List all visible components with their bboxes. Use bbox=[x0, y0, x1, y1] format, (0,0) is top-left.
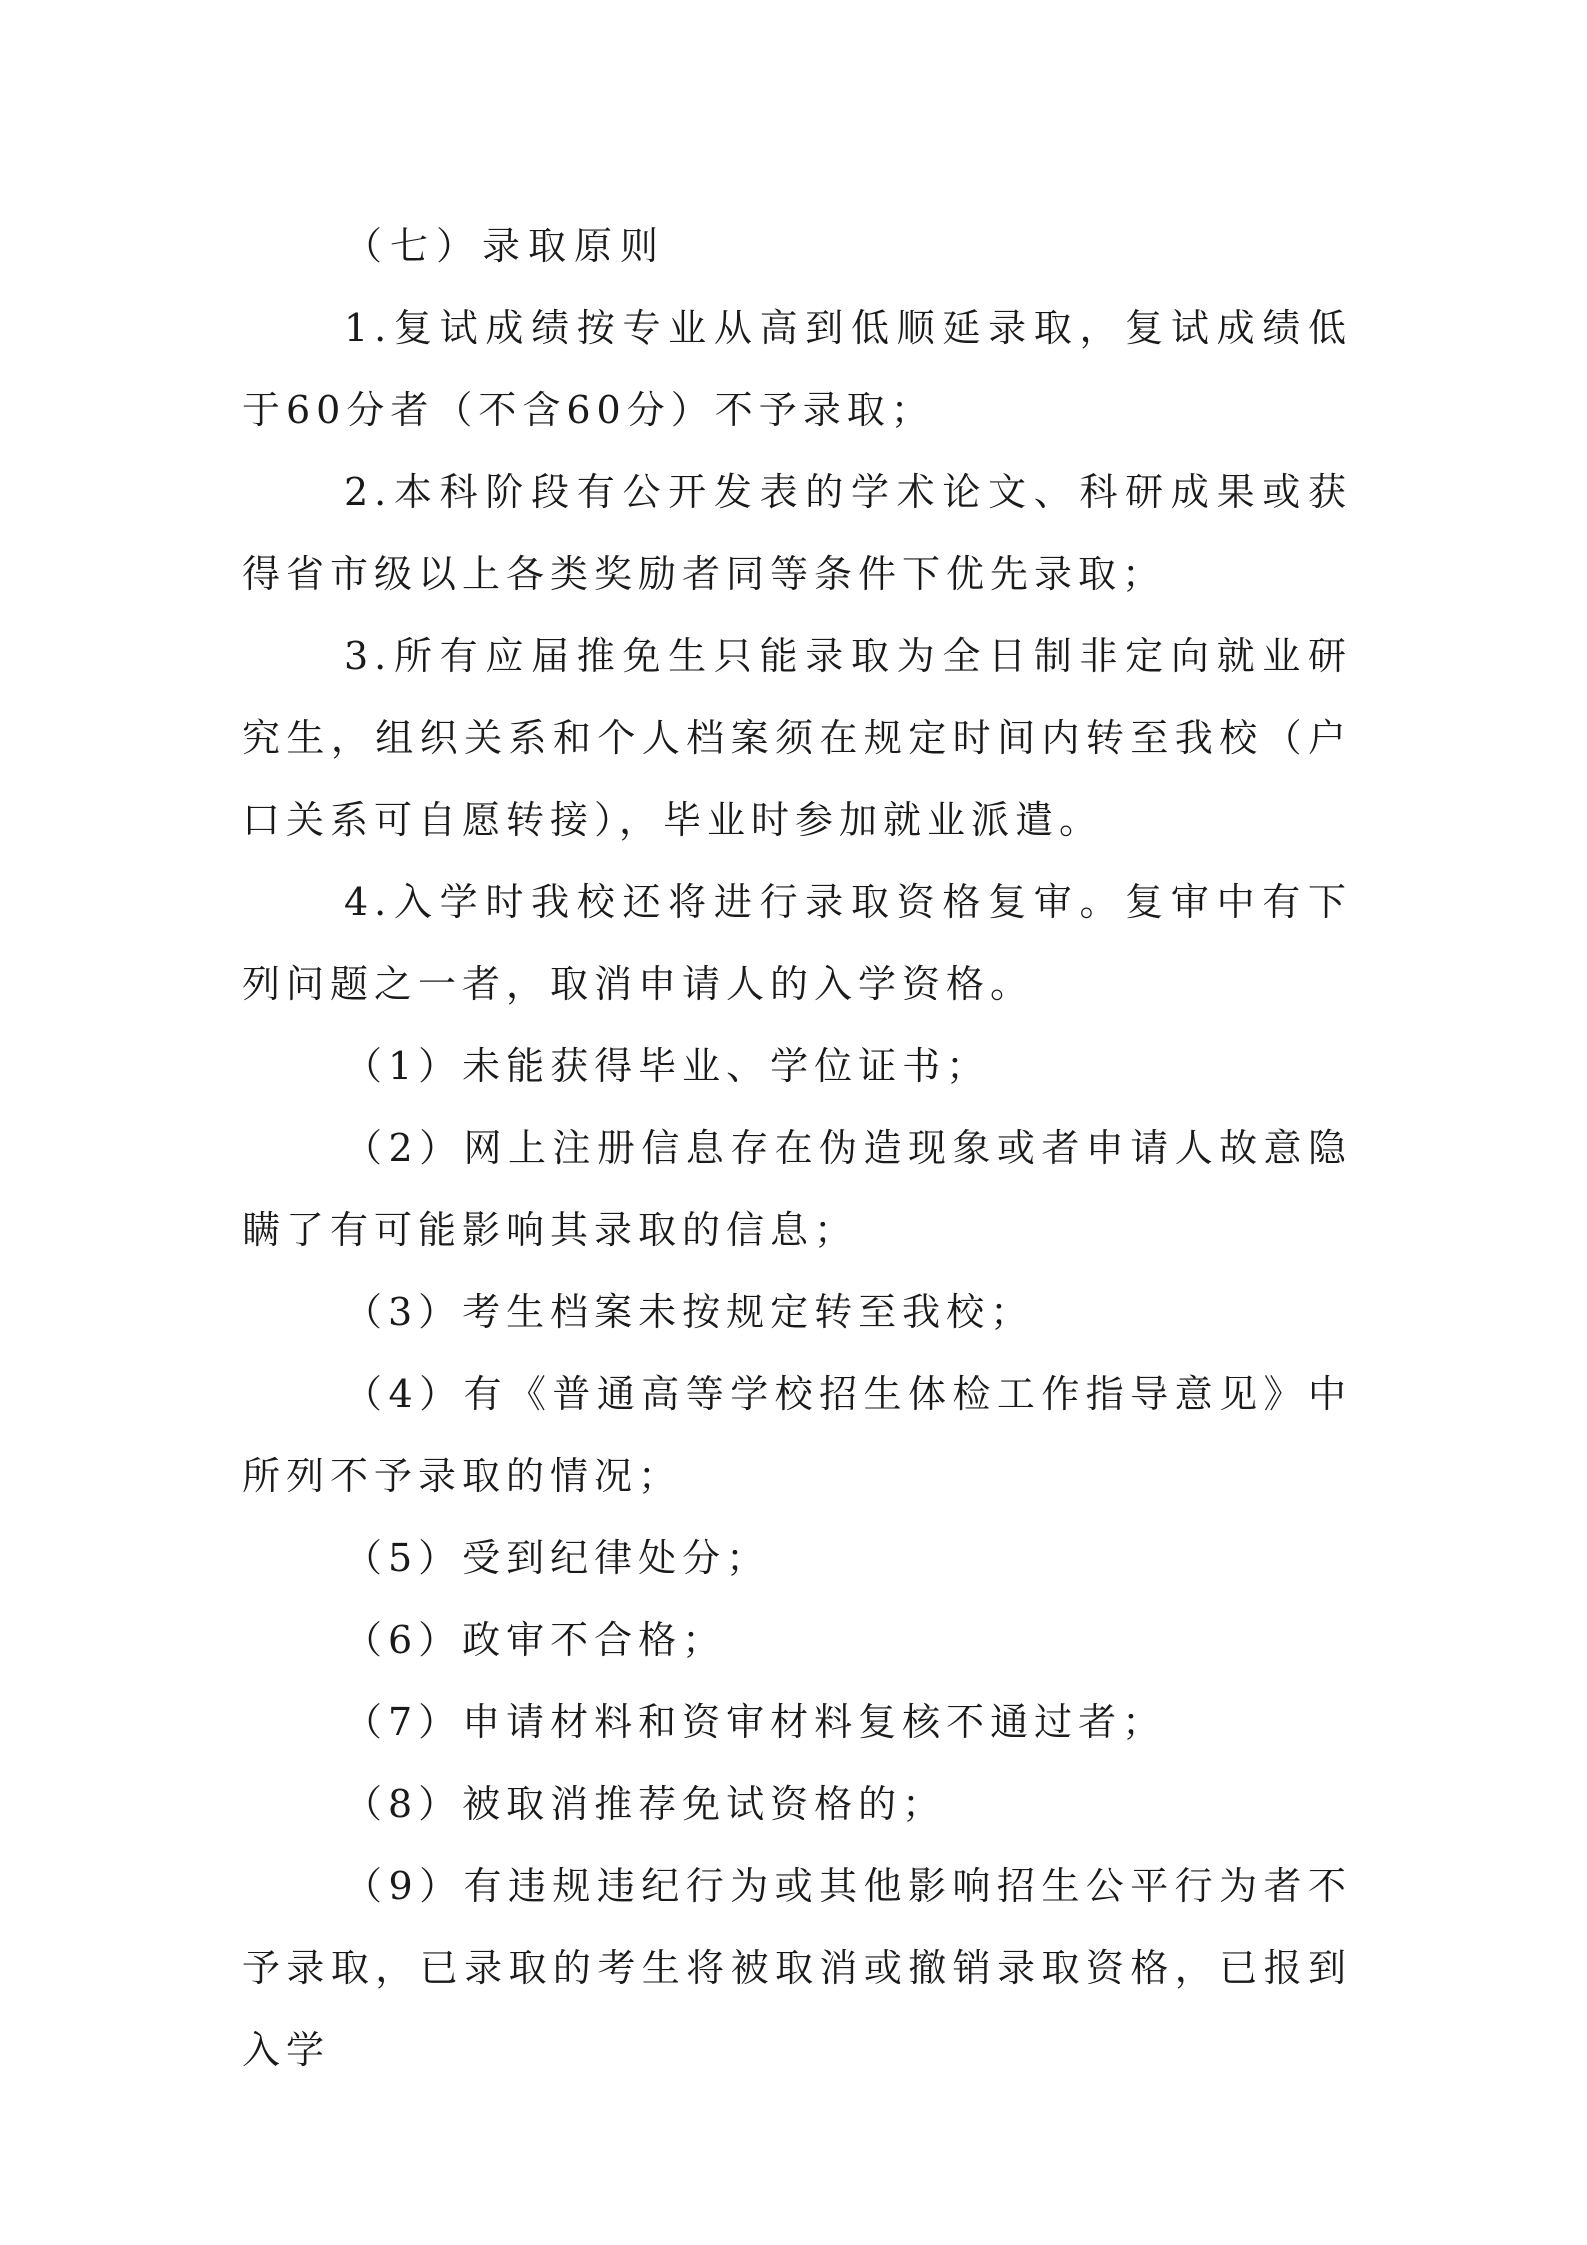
paragraph-rule-1: 1.复试成绩按专业从高到低顺延录取，复试成绩低于60分者（不含60分）不予录取； bbox=[242, 306, 1352, 432]
document-body bbox=[242, 205, 1352, 2091]
paragraph-rule-3: 3.所有应届推免生只能录取为全日制非定向就业研究生，组织关系和个人档案须在规定时间内转至我校（户口关系可自愿转接），毕业时参加就业派遣。 bbox=[242, 634, 1352, 842]
list-item-7: （7）申请材料和资审材料复核不通过者； bbox=[344, 1700, 1167, 1744]
list-item-3: （3）考生档案未按规定转至我校； bbox=[344, 1290, 1035, 1334]
list-item-6: （6）政审不合格； bbox=[344, 1618, 727, 1662]
list-item-2: （2）网上注册信息存在伪造现象或者申请人故意隐瞒了有可能影响其录取的信息； bbox=[242, 1126, 1352, 1252]
section-heading: （七）录取原则 bbox=[344, 224, 667, 268]
paragraph-rule-2: 2.本科阶段有公开发表的学术论文、科研成果或获得省市级以上各类奖励者同等条件下优先录取； bbox=[242, 470, 1352, 596]
list-item-9: （9）有违规违纪行为或其他影响招生公平行为者不予录取，已录取的考生将被取消或撤销录取资格，已报到入学 bbox=[242, 1864, 1352, 2072]
list-item-1: （1）未能获得毕业、学位证书； bbox=[344, 1044, 991, 1088]
list-item-5: （5）受到纪律处分； bbox=[344, 1536, 771, 1580]
list-item-4: （4）有《普通高等学校招生体检工作指导意见》中所列不予录取的情况； bbox=[242, 1372, 1352, 1498]
paragraph-rule-4: 4.入学时我校还将进行录取资格复审。复审中有下列问题之一者，取消申请人的入学资格。 bbox=[242, 880, 1352, 1006]
list-item-8: （8）被取消推荐免试资格的； bbox=[344, 1782, 947, 1826]
